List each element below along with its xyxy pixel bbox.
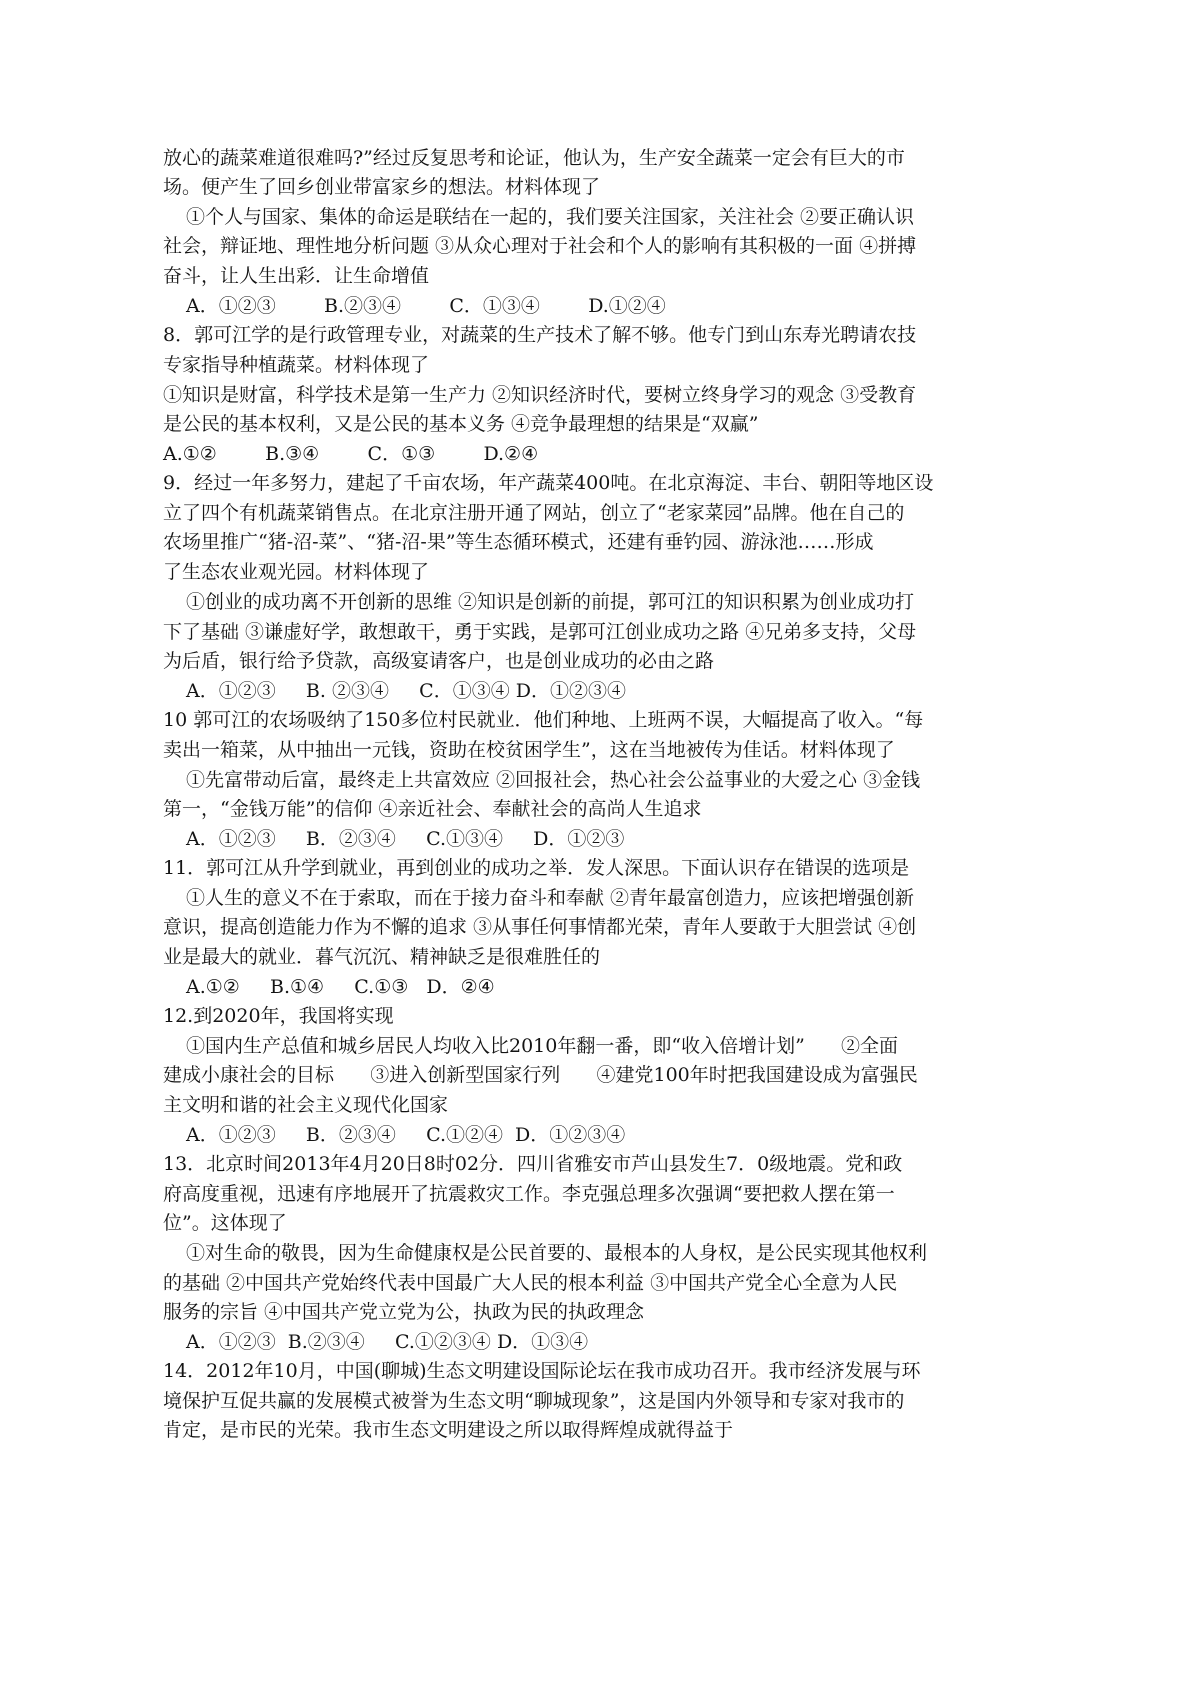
question-14-stem: 肯定，是市民的光荣。我市生态文明建设之所以取得辉煌成就得益于 — [163, 1419, 734, 1441]
option-statements-line: 下了基础 ③谦虚好学，敢想敢干，勇于实践，是郭可江创业成功之路 ④兄弟多支持，父母 — [163, 621, 917, 643]
option-statements-line: 建成小康社会的目标 ③进入创新型国家行列 ④建党100年时把我国建设成为富强民 — [163, 1064, 918, 1086]
question-9-stem: 9．经过一年多努力，建起了千亩农场，年产蔬菜400吨。在北京海淀、丰台、朝阳等地区设 — [163, 472, 934, 494]
option-statements-line: ①国内生产总值和城乡居民人均收入比2010年翻一番，即“收入倍增计划” ②全面 — [186, 1035, 899, 1057]
answer-choices: A．①②③ B．②③④ C.①③④ D．①②③ — [186, 828, 625, 850]
option-statements-line: 服务的宗旨 ④中国共产党立党为公，执政为民的执政理念 — [163, 1301, 645, 1323]
question-9-stem: 立了四个有机蔬菜销售点。在北京注册开通了网站，创立了“老家菜园”品牌。他在自己的 — [163, 502, 905, 524]
answer-choices: A.①② B.③④ C．①③ D.②④ — [163, 443, 539, 465]
question-8-stem: 专家指导种植蔬菜。材料体现了 — [163, 354, 430, 376]
question-10-stem: 卖出一箱菜，从中抽出一元钱，资助在校贫困学生”，这在当地被传为佳话。材料体现了 — [163, 739, 895, 761]
option-statements-line: ①先富带动后富，最终走上共富效应 ②回报社会，热心社会公益事业的大爱之心 ③金钱 — [186, 769, 921, 791]
answer-choices: A．①②③ B.②③④ C．①③④ D.①②④ — [186, 295, 666, 317]
option-statements-line: 的基础 ②中国共产党始终代表中国最广大人民的根本利益 ③中国共产党全心全意为人民 — [163, 1272, 898, 1294]
question-14-stem: 14．2012年10月，中国(聊城)生态文明建设国际论坛在我市成功召开。我市经济发展与环 — [163, 1360, 921, 1382]
answer-choices: A．①②③ B. ②③④ C．①③④ D．①②③④ — [186, 680, 626, 702]
option-statements-line: 为后盾，银行给予贷款，高级宴请客户，也是创业成功的必由之路 — [163, 650, 715, 672]
question-13-stem: 府高度重视，迅速有序地展开了抗震救灾工作。李克强总理多次强调“要把救人摆在第一 — [163, 1183, 895, 1205]
question-8-stem: 8．郭可江学的是行政管理专业，对蔬菜的生产技术了解不够。他专门到山东寿光聘请农技 — [163, 324, 917, 346]
answer-choices: A．①②③ B.②③④ C.①②③④ D．①③④ — [186, 1331, 589, 1353]
option-statements-line: 是公民的基本权利，又是公民的基本义务 ④竞争最理想的结果是“双赢” — [163, 413, 759, 435]
question-11-stem: 11．郭可江从升学到就业，再到创业的成功之举．发人深思。下面认识存在错误的选项是 — [163, 857, 910, 879]
answer-choices: A.①② B.①④ C.①③ D．②④ — [186, 976, 495, 998]
question-13-stem: 13．北京时间2013年4月20日8时02分．四川省雅安市芦山县发生7．0级地震。党和政 — [163, 1153, 903, 1175]
option-statements-line: ①创业的成功离不开创新的思维 ②知识是创新的前提，郭可江的知识积累为创业成功打 — [186, 591, 915, 613]
option-statements-line: 第一，“金钱万能”的信仰 ④亲近社会、奉献社会的高尚人生追求 — [163, 798, 702, 820]
answer-choices: A．①②③ B．②③④ C.①②④ D．①②③④ — [186, 1124, 626, 1146]
question-14-stem: 境保护互促共赢的发展模式被誉为生态文明“聊城现象”，这是国内外领导和专家对我市的 — [163, 1390, 905, 1412]
question-9-stem: 了生态农业观光园。材料体现了 — [163, 561, 430, 583]
option-statements-line: ①人生的意义不在于索取，而在于接力奋斗和奉献 ②青年最富创造力，应该把增强创新 — [186, 887, 915, 909]
option-statements-line: ①个人与国家、集体的命运是联结在一起的，我们要关注国家，关注社会 ②要正确认识 — [186, 206, 915, 228]
option-statements-line: 意识，提高创造能力作为不懈的追求 ③从事任何事情都光荣，青年人要敢于大胆尝试 ④创 — [163, 916, 917, 938]
question-12-stem: 12.到2020年，我国将实现 — [163, 1005, 394, 1027]
text-line: 场。便产生了回乡创业带富家乡的想法。材料体现了 — [163, 176, 601, 198]
option-statements-line: 社会，辩证地、理性地分析问题 ③从众心理对于社会和个人的影响有其积极的一面 ④拼搏 — [163, 235, 917, 257]
question-9-stem: 农场里推广“猪-沼-菜”、“猪-沼-果”等生态循环模式，还建有垂钓园、游泳池……形成 — [163, 531, 874, 553]
option-statements-line: 主文明和谐的社会主义现代化国家 — [163, 1094, 449, 1116]
option-statements-line: 业是最大的就业．暮气沉沉、精神缺乏是很难胜任的 — [163, 946, 601, 968]
option-statements-line: ①对生命的敬畏，因为生命健康权是公民首要的、最根本的人身权，是公民实现其他权利 — [186, 1242, 928, 1264]
text-line: 放心的蔬菜难道很难吗?”经过反复思考和论证，他认为，生产安全蔬菜一定会有巨大的市 — [163, 147, 905, 169]
question-13-stem: 位”。这体现了 — [163, 1212, 287, 1234]
option-statements-line: 奋斗，让人生出彩．让生命增值 — [163, 265, 430, 287]
question-10-stem: 10 郭可江的农场吸纳了150多位村民就业．他们种地、上班两不误，大幅提高了收入。“每 — [163, 709, 924, 731]
option-statements-line: ①知识是财富，科学技术是第一生产力 ②知识经济时代，要树立终身学习的观念 ③受教育 — [163, 384, 917, 406]
